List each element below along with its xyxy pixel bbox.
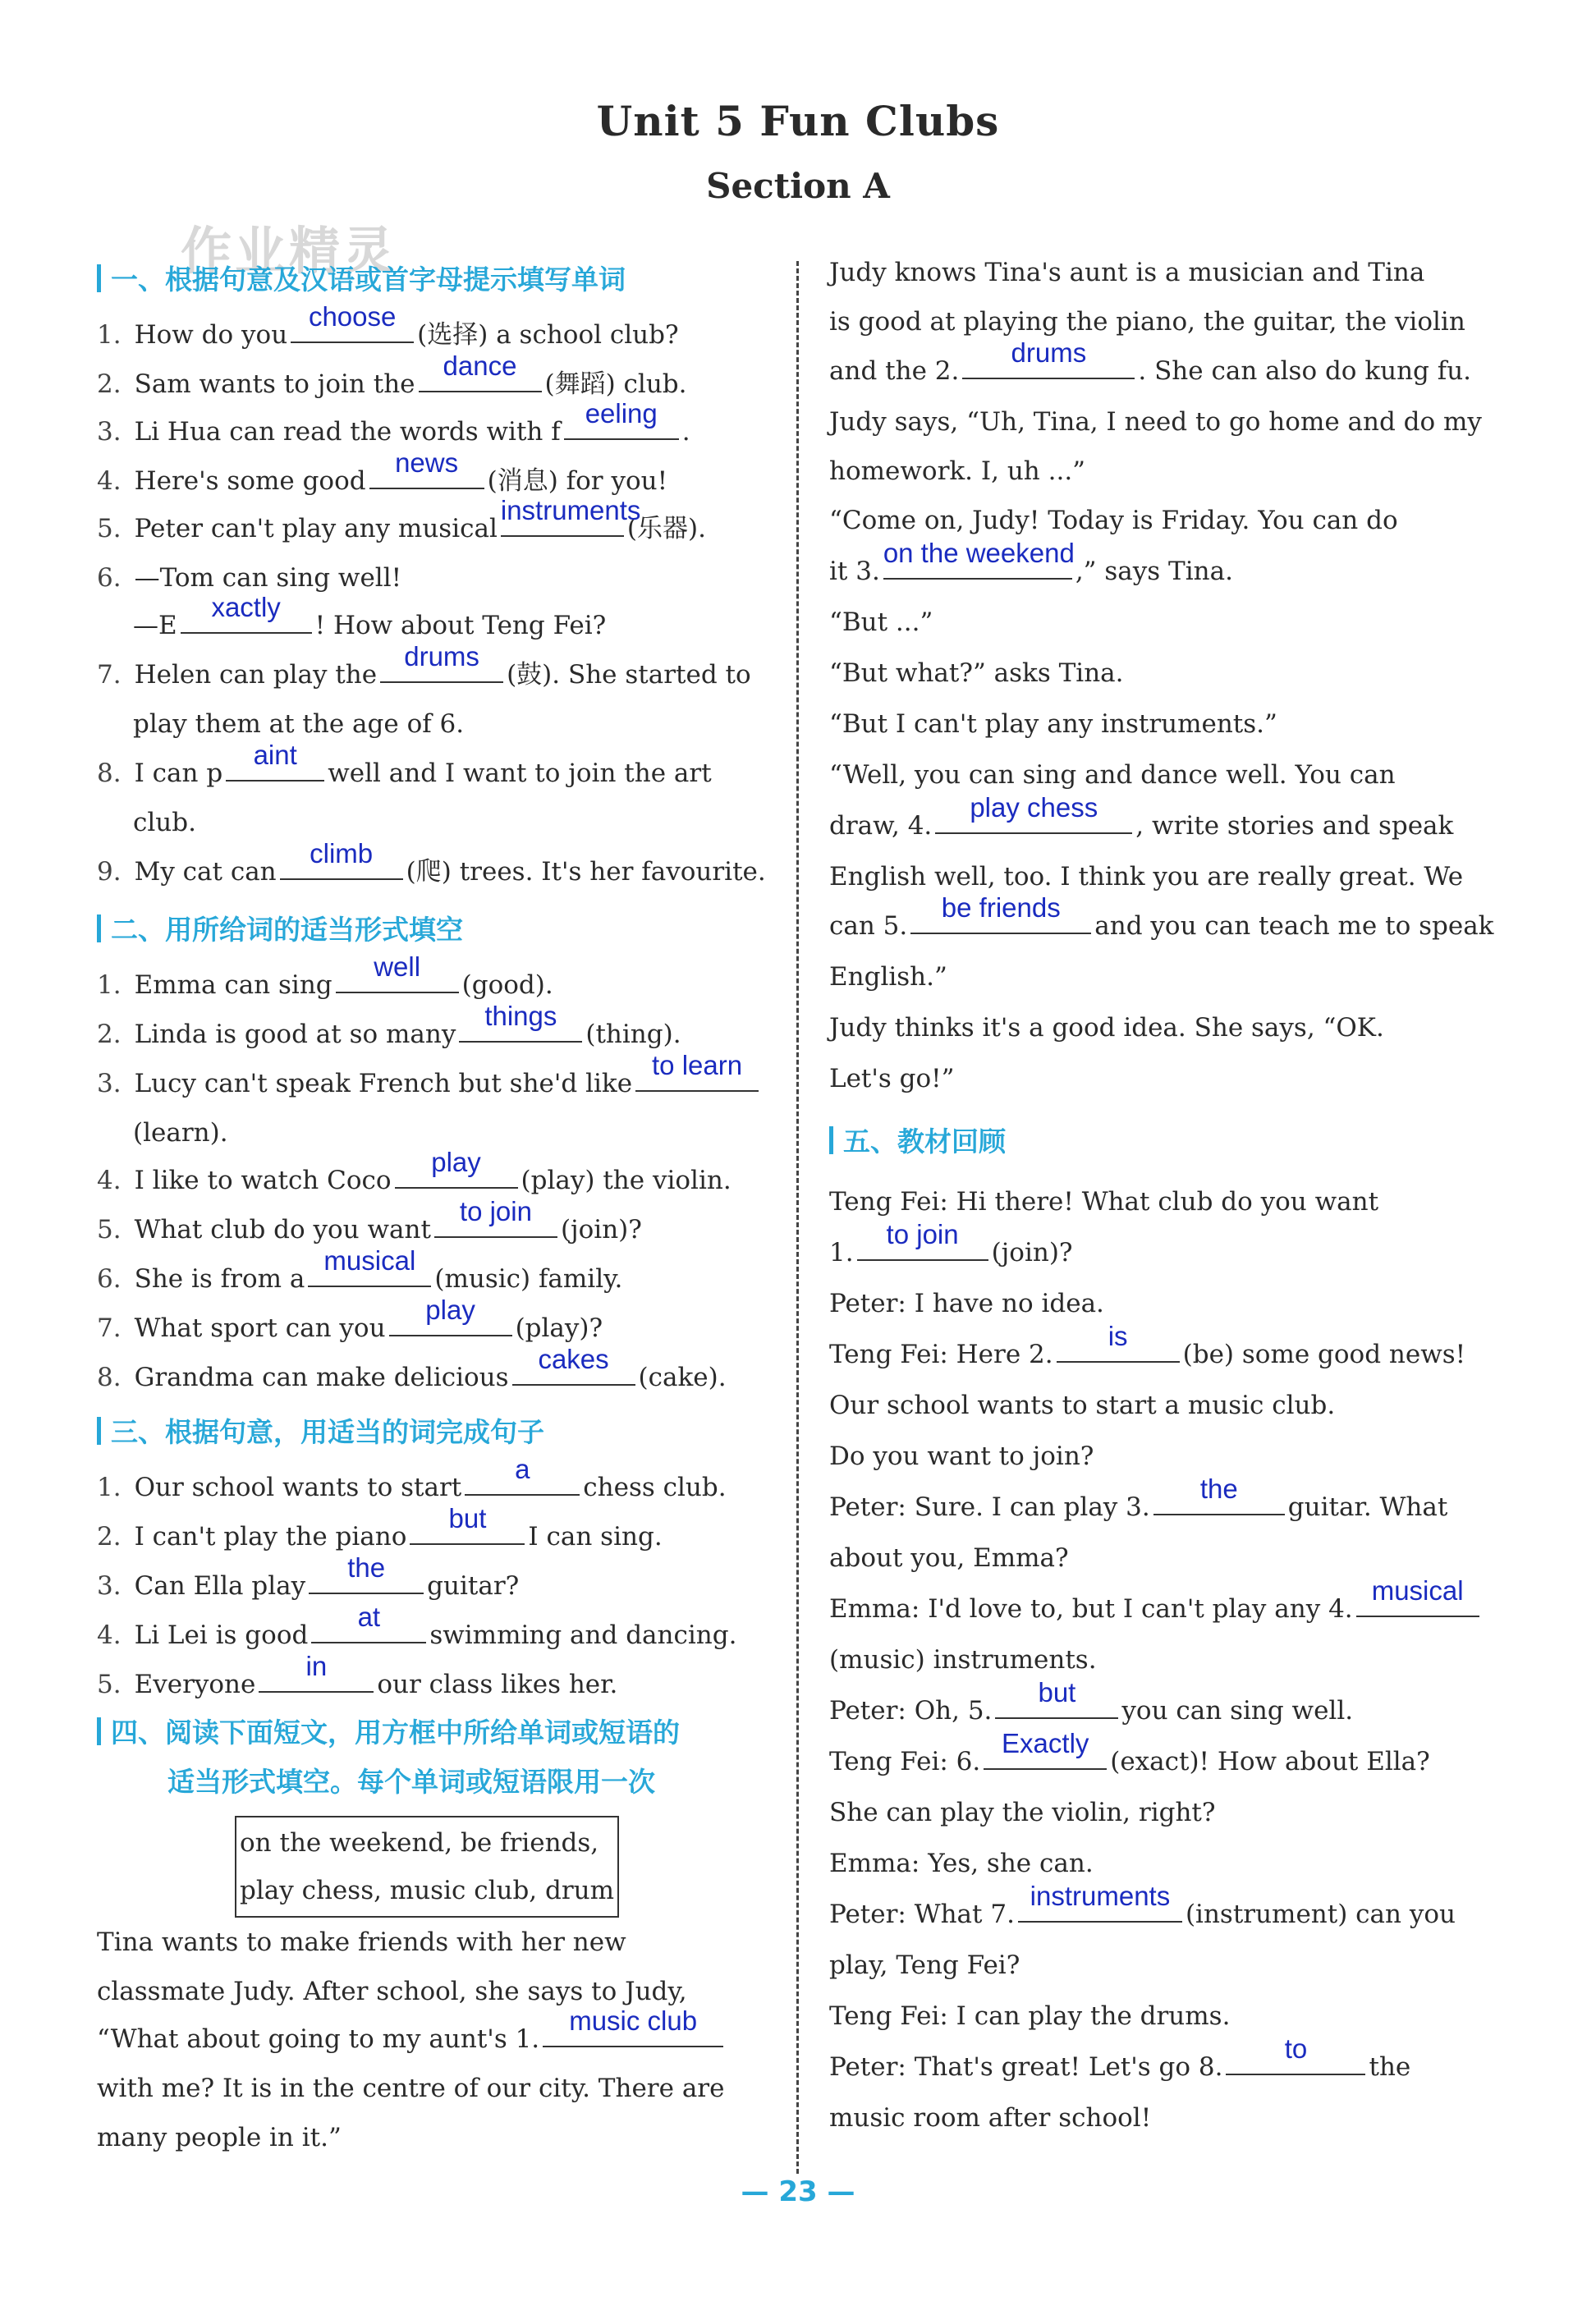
question-line: [829, 603, 933, 642]
question-text: I can p: [134, 759, 223, 788]
question-line: [97, 1245, 623, 1299]
question-text: Judy knows Tina's aunt is a musician and Tina: [829, 258, 1425, 287]
question-line: [829, 1881, 1456, 1934]
question-text: “Come on, Judy! Today is Friday. You can do: [829, 506, 1398, 535]
question-text: draw, 4.: [829, 811, 933, 841]
answer-text: Exactly: [1002, 1728, 1089, 1758]
answer-text: choose: [308, 301, 397, 332]
question-line: [97, 1651, 618, 1704]
question-number: 7.: [97, 660, 122, 690]
section-heading-5: [829, 1121, 1006, 1162]
question-text: —E: [133, 611, 177, 640]
question-number: 4.: [97, 1166, 122, 1195]
question-number: 6.: [97, 563, 122, 593]
question-number: 4.: [97, 466, 122, 496]
question-text: many people in it.”: [97, 2123, 342, 2152]
section-heading-text: 适当形式填空。每个单词或短语限用一次: [167, 1766, 655, 1798]
question-line: [829, 337, 1472, 391]
question-line: [829, 704, 1277, 744]
answer-text: things: [484, 1001, 557, 1031]
question-text-after: well and I want to join the art: [328, 759, 712, 788]
question-text: Peter: What 7.: [829, 1900, 1015, 1929]
question-text: it 3.: [829, 557, 880, 586]
question-line: [97, 301, 679, 355]
answer-blank[interactable]: [309, 1552, 424, 1594]
section-heading-text: 五、教材回顾: [843, 1125, 1006, 1157]
answer-blank[interactable]: [1057, 1321, 1180, 1363]
answer-text: play chess: [970, 792, 1098, 823]
question-text: Emma: Yes, she can.: [829, 1849, 1094, 1878]
question-text: Peter can't play any musical: [134, 514, 498, 543]
question-line: [829, 2033, 1411, 2087]
question-text-after: (乐器).: [626, 514, 706, 543]
question-text: Judy says, “Uh, Tina, I need to go home and do my: [829, 407, 1482, 437]
question-text: play them at the age of 6.: [133, 709, 465, 739]
question-text: I can't play the piano: [134, 1522, 407, 1552]
answer-blank[interactable]: [336, 951, 459, 993]
answer-text: well: [374, 951, 421, 982]
answer-text: the: [347, 1552, 386, 1583]
question-line: [829, 1946, 1020, 1985]
answer-blank[interactable]: [1153, 1474, 1285, 1515]
question-text-after: the: [1369, 2052, 1411, 2082]
answer-blank[interactable]: [935, 792, 1132, 834]
question-text-after: (instrument) can you: [1185, 1900, 1456, 1929]
answer-blank[interactable]: [410, 1503, 525, 1545]
answer-text: play: [431, 1147, 481, 1177]
question-text: “But I can't play any instruments.”: [829, 709, 1277, 739]
question-text-after: chess club.: [583, 1473, 727, 1502]
question-text: Teng Fei: 6.: [829, 1747, 981, 1776]
section-bar-icon: [97, 1717, 101, 1745]
answer-text: is: [1108, 1321, 1128, 1351]
question-number: 3.: [97, 1571, 122, 1601]
question-line: [829, 1996, 1230, 2036]
question-line: [829, 1059, 955, 1098]
section-heading-text: 四、阅读下面短文，用方框中所给单词或短语的: [111, 1717, 680, 1749]
question-line: [829, 1728, 1430, 1781]
watermark-logo: 作业精灵: [181, 221, 398, 281]
question-text: (learn).: [133, 1118, 228, 1148]
question-number: 8.: [97, 759, 122, 788]
question-line: [97, 740, 712, 793]
question-line: [97, 1552, 520, 1606]
question-text-after: (选择) a school club?: [417, 320, 679, 350]
question-line: [97, 803, 196, 842]
word-box-line: play chess, music club, drum: [240, 1876, 615, 1905]
question-line: [829, 402, 1482, 442]
answer-blank[interactable]: [226, 740, 324, 782]
answer-text: a: [515, 1454, 530, 1484]
question-number: 4.: [97, 1620, 122, 1650]
answer-blank[interactable]: [857, 1219, 988, 1261]
answer-text: music club: [569, 2005, 698, 2036]
answer-blank[interactable]: [280, 838, 403, 880]
question-number: 1.: [97, 320, 122, 350]
question-number: 5.: [97, 1670, 122, 1699]
question-line: [829, 1793, 1216, 1832]
question-text: Peter: Oh, 5.: [829, 1696, 993, 1726]
question-text: She is from a: [134, 1264, 305, 1294]
question-text: My cat can: [134, 857, 277, 887]
question-text: Can Ella play: [134, 1571, 306, 1601]
answer-text: to join: [459, 1196, 532, 1226]
question-number: 1.: [97, 970, 122, 1000]
answer-text: eeling: [585, 398, 658, 429]
answer-text: xactly: [211, 592, 281, 622]
answer-blank[interactable]: [380, 641, 503, 683]
answer-text: aint: [253, 740, 297, 770]
question-line: [829, 1538, 1069, 1578]
section-heading-text: 三、根据句意，用适当的词完成句子: [111, 1416, 544, 1448]
word-box: [235, 1816, 619, 1918]
answer-text: drums: [404, 641, 479, 672]
question-number: 8.: [97, 1363, 122, 1392]
answer-blank[interactable]: [564, 398, 679, 440]
question-text: —Tom can sing well!: [134, 563, 402, 593]
question-line: [97, 1113, 228, 1153]
question-text-after: you can sing well.: [1121, 1696, 1354, 1726]
question-line: [97, 2069, 724, 2108]
answer-blank[interactable]: [962, 337, 1135, 379]
question-text-after: (play)?: [515, 1313, 603, 1343]
question-text: Emma: I'd love to, but I can't play any 4.: [829, 1594, 1353, 1624]
answer-text: news: [395, 447, 459, 478]
answer-text: to join: [886, 1219, 959, 1249]
answer-blank[interactable]: [434, 1196, 557, 1238]
answer-blank[interactable]: [311, 1602, 426, 1643]
column-divider: [796, 261, 799, 2174]
answer-blank[interactable]: [1226, 2033, 1365, 2075]
question-line: [829, 792, 1454, 846]
question-text-after: (music) family.: [434, 1264, 623, 1294]
question-text-after: ,” says Tina.: [1075, 557, 1233, 586]
question-text: can 5.: [829, 911, 908, 941]
question-number: 1.: [97, 1473, 122, 1502]
question-text-after: .: [681, 417, 690, 447]
question-text: How do you: [134, 320, 288, 350]
question-number: 9.: [97, 857, 122, 887]
question-line: [829, 892, 1494, 946]
question-text-after: (舞蹈) club.: [544, 369, 687, 399]
section-bar-icon: [97, 264, 101, 292]
question-text: club.: [133, 808, 196, 837]
answer-blank[interactable]: [389, 1295, 512, 1336]
section-title: Section A: [706, 166, 890, 206]
question-text: Li Lei is good: [134, 1620, 309, 1650]
question-line: [97, 1344, 727, 1397]
answer-text: to learn: [652, 1050, 743, 1080]
question-text: play, Teng Fei?: [829, 1950, 1020, 1980]
question-text: Emma can sing: [134, 970, 332, 1000]
question-line: [829, 538, 1233, 591]
question-text-after: (cake).: [638, 1363, 727, 1392]
section-heading-4-cont: [167, 1762, 655, 1803]
section-heading-3: [97, 1412, 544, 1453]
question-text: “Well, you can sing and dance well. You can: [829, 760, 1396, 790]
question-text: Grandma can make delicious: [134, 1363, 509, 1392]
answer-blank[interactable]: [308, 1245, 431, 1287]
answer-blank[interactable]: [543, 2005, 723, 2047]
answer-blank[interactable]: [1356, 1575, 1479, 1617]
question-text: Teng Fei: I can play the drums.: [829, 2001, 1231, 2031]
question-text-after: guitar?: [427, 1571, 520, 1601]
section-heading-2: [97, 910, 463, 951]
section-bar-icon: [829, 1126, 833, 1154]
page-number: — 23 —: [741, 2175, 855, 2208]
question-text: Peter: Sure. I can play 3.: [829, 1492, 1150, 1522]
question-line: [97, 2005, 727, 2059]
question-text: Our school wants to start a music club.: [829, 1391, 1336, 1420]
answer-blank[interactable]: [883, 538, 1075, 580]
question-line: [829, 1575, 1483, 1629]
answer-blank[interactable]: [910, 892, 1091, 934]
question-number: 2.: [97, 1020, 122, 1049]
answer-text: climb: [310, 838, 374, 869]
question-text-after: (爬) trees. It's her favourite.: [406, 857, 766, 887]
question-line: [97, 1050, 762, 1103]
question-text-after: (消息) for you!: [487, 466, 668, 496]
question-text-after: (join)?: [560, 1215, 642, 1244]
question-line: [829, 957, 947, 997]
answer-text: to: [1284, 2033, 1308, 2064]
answer-text: instruments: [1030, 1881, 1171, 1911]
answer-text: but: [448, 1503, 487, 1533]
question-text: Here's some good: [134, 466, 366, 496]
answer-blank[interactable]: [465, 1454, 580, 1496]
question-text: Let's go!”: [829, 1064, 955, 1093]
question-text: I like to watch Coco: [134, 1166, 392, 1195]
question-text: Li Hua can read the words with f: [134, 417, 561, 447]
unit-title: Unit 5 Fun Clubs: [596, 97, 1000, 145]
question-number: 5.: [97, 1215, 122, 1244]
answer-text: dance: [443, 351, 517, 381]
question-text: Everyone: [134, 1670, 256, 1699]
answer-blank[interactable]: [259, 1651, 374, 1693]
question-text: “What about going to my aunt's 1.: [97, 2024, 540, 2054]
answer-text: but: [1038, 1677, 1076, 1707]
question-line: [97, 1923, 626, 1962]
section-bar-icon: [97, 1417, 101, 1445]
question-text: Teng Fei: Hi there! What club do you want: [829, 1187, 1379, 1217]
question-text: Teng Fei: Here 2.: [829, 1340, 1053, 1369]
question-line: [97, 1602, 737, 1655]
question-text: about you, Emma?: [829, 1543, 1069, 1573]
answer-blank[interactable]: [984, 1728, 1107, 1770]
question-line: [97, 495, 706, 548]
answer-text: musical: [323, 1245, 416, 1276]
question-line: [97, 2118, 342, 2157]
question-text-after: (play) the violin.: [521, 1166, 732, 1195]
question-text: Helen can play the: [134, 660, 378, 690]
question-line: [829, 1437, 1094, 1476]
question-text: Sam wants to join the: [134, 369, 415, 399]
question-line: [829, 1219, 1073, 1272]
question-text-after: (good).: [461, 970, 553, 1000]
question-text-after: guitar. What: [1287, 1492, 1448, 1522]
question-text: classmate Judy. After school, she says to Judy,: [97, 1977, 687, 2006]
question-line: [97, 1147, 732, 1200]
answer-blank[interactable]: [369, 447, 484, 489]
question-number: 3.: [97, 1069, 122, 1098]
question-line: [829, 2098, 1151, 2138]
answer-blank[interactable]: [1018, 1881, 1182, 1923]
answer-text: drums: [1011, 337, 1087, 368]
question-line: [97, 641, 751, 694]
question-line: [829, 302, 1465, 341]
section-heading-text: 二、用所给词的适当形式填空: [111, 914, 463, 946]
question-text: English.”: [829, 962, 947, 992]
question-text-after: (exact)! How about Ella?: [1110, 1747, 1430, 1776]
question-line: [829, 1386, 1335, 1425]
answer-blank[interactable]: [995, 1677, 1118, 1719]
question-text: English well, too. I think you are really great. We: [829, 862, 1464, 892]
question-text-after: . She can also do kung fu.: [1138, 356, 1472, 386]
question-text-after: (join)?: [991, 1238, 1073, 1267]
section-heading-1: [97, 259, 626, 300]
question-text: What club do you want: [134, 1215, 431, 1244]
question-text: Linda is good at so many: [134, 1020, 456, 1049]
section-heading-4: [97, 1712, 680, 1753]
question-line: [97, 838, 766, 892]
answer-blank[interactable]: [459, 1001, 582, 1043]
question-text: Judy thinks it's a good idea. She says, “OK.: [829, 1013, 1384, 1043]
question-text: Tina wants to make friends with her new: [97, 1927, 626, 1957]
question-text: What sport can you: [134, 1313, 386, 1343]
word-box-line: on the weekend, be friends,: [240, 1828, 599, 1858]
question-text: music room after school!: [829, 2103, 1152, 2133]
question-text: Peter: I have no idea.: [829, 1289, 1104, 1318]
answer-text: at: [357, 1602, 381, 1632]
answer-blank[interactable]: [500, 495, 641, 537]
question-text: is good at playing the piano, the guitar, the violin: [829, 307, 1465, 337]
question-text: “But ...”: [829, 607, 933, 637]
question-line: [829, 451, 1085, 491]
question-number: 3.: [97, 417, 122, 447]
question-text: homework. I, uh ...”: [829, 456, 1086, 486]
question-text: with me? It is in the centre of our city. There are: [97, 2074, 725, 2103]
question-text: “But what?” asks Tina.: [829, 658, 1124, 688]
answer-blank[interactable]: [181, 592, 312, 634]
question-text-after: (鼓). She started to: [507, 660, 751, 690]
question-text: 1.: [829, 1238, 854, 1267]
question-text: Peter: That's great! Let's go 8.: [829, 2052, 1223, 2082]
question-text: (music) instruments.: [829, 1645, 1097, 1675]
answer-text: in: [305, 1651, 328, 1681]
answer-blank[interactable]: [512, 1344, 635, 1386]
question-line: [829, 653, 1124, 693]
answer-blank[interactable]: [419, 351, 542, 392]
answer-text: on the weekend: [883, 538, 1075, 568]
question-number: 2.: [97, 369, 122, 399]
answer-blank[interactable]: [635, 1050, 759, 1092]
answer-blank[interactable]: [395, 1147, 518, 1189]
question-text: She can play the violin, right?: [829, 1798, 1216, 1827]
answer-text: cakes: [538, 1344, 609, 1374]
section-heading-text: 一、根据句意及汉语或首字母提示填写单词: [111, 264, 626, 296]
question-text: Lucy can't speak French but she'd like: [134, 1069, 633, 1098]
question-text-after: (thing).: [585, 1020, 681, 1049]
question-line: [829, 1008, 1384, 1047]
question-text-after: , write stories and speak: [1135, 811, 1454, 841]
question-text: and the 2.: [829, 356, 960, 386]
question-text-after: our class likes her.: [377, 1670, 618, 1699]
question-text-after: ! How about Teng Fei?: [314, 611, 607, 640]
question-text-after: I can sing.: [528, 1522, 663, 1552]
section-bar-icon: [97, 914, 101, 942]
question-text-after: swimming and dancing.: [429, 1620, 737, 1650]
question-line: [829, 253, 1424, 292]
question-line: [97, 1001, 681, 1054]
answer-blank[interactable]: [291, 301, 414, 343]
question-line: [97, 592, 607, 645]
question-number: 5.: [97, 514, 122, 543]
question-text: Do you want to join?: [829, 1442, 1094, 1471]
answer-text: musical: [1371, 1575, 1464, 1606]
answer-text: the: [1199, 1474, 1238, 1504]
question-line: [829, 1474, 1448, 1527]
question-number: 2.: [97, 1522, 122, 1552]
question-text-after: and you can teach me to speak: [1094, 911, 1494, 941]
question-text: Our school wants to start: [134, 1473, 462, 1502]
answer-text: play: [425, 1295, 475, 1325]
answer-text: instruments: [500, 495, 641, 525]
question-number: 7.: [97, 1313, 122, 1343]
question-text-after: (be) some good news!: [1182, 1340, 1466, 1369]
question-number: 6.: [97, 1264, 122, 1294]
answer-text: be friends: [941, 892, 1061, 923]
question-line: [829, 1321, 1466, 1374]
